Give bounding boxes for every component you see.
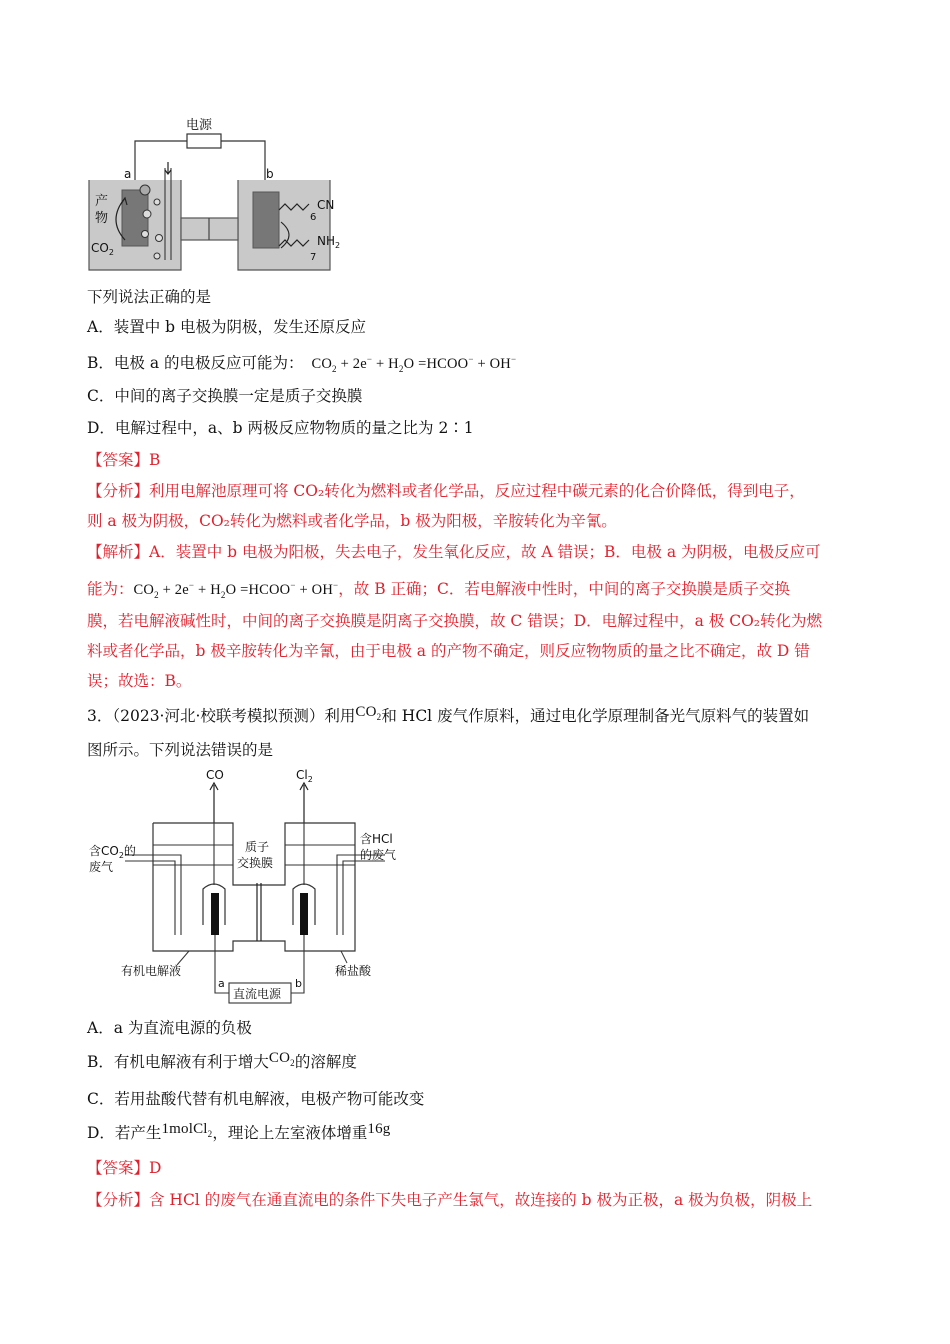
electrode-a-label: a: [124, 167, 132, 181]
chain-count-6: 6: [310, 212, 317, 223]
q2-option-a: A．装置中 b 电极为阴极，发生还原反应: [87, 318, 366, 336]
q2-explain-line-2: 能为：$CO_2 + 2e^- + H_2O$ =HCOO− + OH−，故 B 正确；C．若电解液中性时，中间的离子交换膜是质子交换: [87, 579, 790, 600]
electrode-b: [253, 192, 279, 248]
anode: [300, 893, 308, 935]
right-liquid-label: 稀盐酸: [335, 964, 372, 978]
q3-answer: 【答案】D: [87, 1159, 162, 1177]
co-outlet-label: CO: [206, 768, 224, 782]
equation-b: $CO_2 + 2e^- + H_2O$ =HCOO− + OH−: [311, 354, 517, 374]
dc-source-label: 直流电源: [233, 987, 282, 1001]
q2-option-c: C．中间的离子交换膜一定是质子交换膜: [87, 387, 363, 405]
right-gas-label-2: 的废气: [360, 848, 397, 862]
cn-label: CN: [317, 198, 335, 212]
power-source-box: [187, 134, 221, 148]
left-liquid-label: 有机电解液: [121, 964, 182, 978]
q3-stem-line-1: 3．（2023·河北·校联考模拟预测）利用$CO_2$和 HCl 废气作原料，通过电化学原理制备光气原料气的装置如: [87, 704, 810, 725]
q2-analysis-line-2: 则 a 极为阴极，CO₂转化为燃料或者化学品，b 极为阳极，辛胺转化为辛氰。: [87, 512, 617, 530]
membrane-label-1: 质子: [245, 840, 270, 854]
q3-option-c: C．若用盐酸代替有机电解液，电极产物可能改变: [87, 1090, 425, 1108]
electrode-b-label: b: [266, 167, 274, 181]
nh2-label: $NH_2$: [317, 234, 341, 250]
q2-analysis-line-1: 【分析】利用电解池原理可将 CO₂转化为燃料或者化学品，反应过程中碳元素的化合价降低，得到电子，: [87, 482, 805, 500]
power-source-label: 电源: [186, 118, 213, 133]
q2-option-d: D．电解过程中，a、b 两极反应物物质的量之比为 2∶1: [87, 419, 474, 437]
q3-option-d: D．若产生1molCl$_2$，理论上左室液体增重16g: [87, 1121, 391, 1142]
product-label-2: 物: [95, 211, 109, 226]
q3-option-b: B．有机电解液有利于增大$CO_2$的溶解度: [87, 1050, 357, 1071]
chain-count-7: 7: [310, 252, 317, 263]
product-label-1: 产: [95, 194, 109, 209]
co2-label: $CO_2$: [91, 241, 114, 257]
equation-explain: $CO_2 + 2e^- + H_2O$ =HCOO− + OH−: [133, 580, 339, 600]
electrolysis-diagram-2: [85, 765, 397, 1007]
q2-answer: 【答案】B: [87, 451, 161, 469]
q3-stem-line-2: 图所示。下列说法错误的是: [87, 741, 274, 759]
left-gas-label: 含$CO_2$的: [89, 844, 136, 860]
left-gas-label-2: 废气: [89, 860, 114, 874]
q2-explain-line-1: 【解析】A．装置中 b 电极为阳极，失去电子，发生氧化反应，故 A 错误；B．电极 a 为阴极，电极反应可: [87, 543, 821, 561]
q2-explain-line-3: 膜，若电解液碱性时，中间的离子交换膜是阴离子交换膜，故 C 错误；D．电解过程中，a 极 CO₂转化为燃: [87, 612, 823, 630]
electrolysis-diagram-1: [85, 110, 345, 280]
terminal-b-label: b: [295, 977, 302, 990]
cathode: [211, 893, 219, 935]
terminal-a-label: a: [218, 977, 225, 990]
right-gas-label-1: 含HCl: [360, 832, 393, 846]
cl2-outlet-label: $Cl_2$: [296, 768, 313, 784]
q2-explain-line-4: 料或者化学品，b 极辛胺转化为辛氰，由于电极 a 的产物不确定，则反应物物质的量之比不确定，故 D 错: [87, 642, 810, 660]
q2-option-b: B．电极 a 的电极反应可能为： $CO_2 + 2e^- + H_2O$ =HCOO− + OH−: [87, 353, 517, 374]
membrane-label-2: 交换膜: [237, 856, 274, 870]
q3-option-a: A．a 为直流电源的负极: [87, 1019, 252, 1037]
q2-explain-line-5: 误；故选：B。: [87, 672, 192, 690]
q3-analysis-line-1: 【分析】含 HCl 的废气在通直流电的条件下失电子产生氯气，故连接的 b 极为正极，a 极为负极，阴极上: [87, 1191, 813, 1209]
q2-prompt: 下列说法正确的是: [87, 288, 212, 306]
